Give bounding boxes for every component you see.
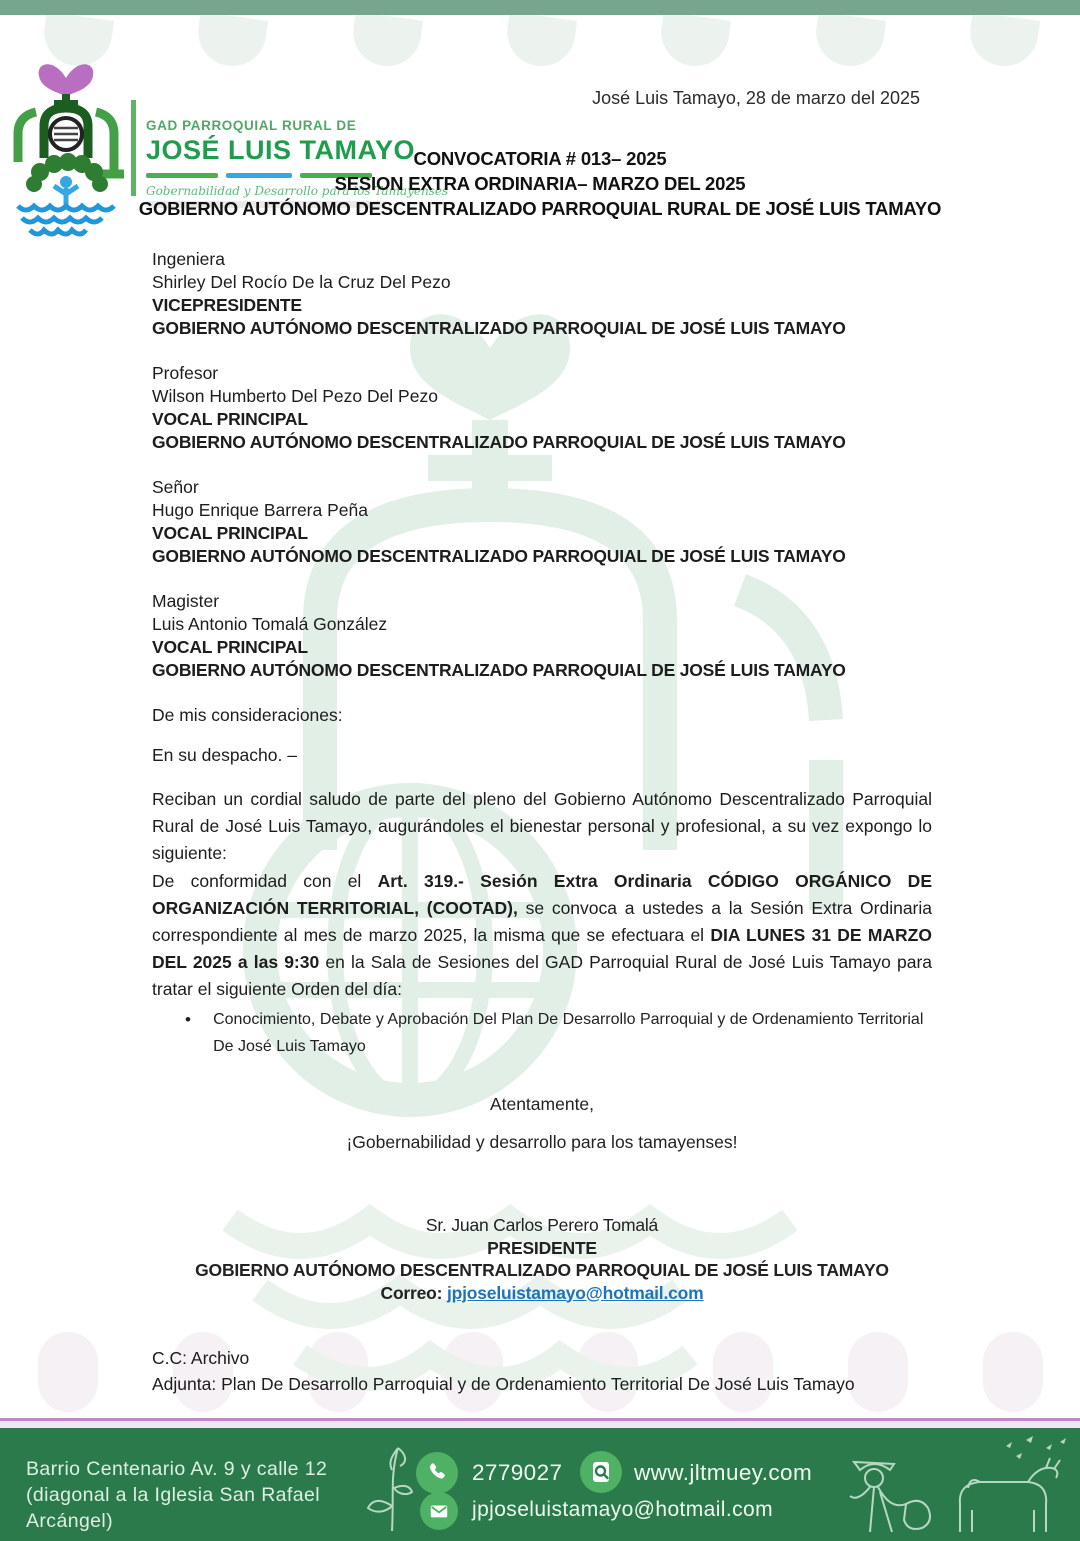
attachment-line: Adjunta: Plan De Desarrollo Parroquial y de Ordenamiento Territorial De José Luis Tamayo [152, 1374, 855, 1394]
letterhead-org-small: GAD PARROQUIAL RURAL DE [146, 118, 357, 133]
recipient-org: GOBIERNO AUTÓNOMO DESCENTRALIZADO PARROQUIAL DE JOSÉ LUIS TAMAYO [152, 546, 846, 566]
mail-icon [420, 1492, 458, 1530]
despacho-line: En su despacho. – [152, 745, 297, 765]
recipient-title: Señor [152, 477, 199, 497]
letterhead-tagline: Gobernabilidad y Desarrollo para los Tamayenses [146, 184, 449, 198]
signer-email-line [152, 1282, 932, 1305]
title-sesion: SESION EXTRA ORDINARIA– MARZO DEL 2025 [334, 173, 746, 194]
title-convocatoria: CONVOCATORIA # 013– 2025 [413, 148, 667, 169]
recipient-title: Profesor [152, 363, 219, 383]
salutation-line: De mis consideraciones: [152, 705, 343, 725]
recipient-name: Wilson Humberto Del Pezo Del Pezo [152, 386, 438, 406]
recipient-org: GOBIERNO AUTÓNOMO DESCENTRALIZADO PARROQUIAL DE JOSÉ LUIS TAMAYO [152, 432, 846, 452]
footer-website[interactable]: www.jltmuey.com [634, 1460, 813, 1485]
recipient-block [152, 362, 932, 454]
top-watermark-pattern [0, 16, 1080, 68]
closing-line: Atentamente, [489, 1094, 595, 1114]
recipient-block [152, 248, 932, 340]
greeting-paragraph: Reciban un cordial saludo de parte del pleno del Gobierno Autónomo Descentralizado Parroquial Rural de José Luis Tamayo, augurándoles el bienestar personal y profesional, a su vez expongo lo siguiente: [152, 789, 932, 863]
signature-block [152, 1214, 932, 1304]
signer-org: GOBIERNO AUTÓNOMO DESCENTRALIZADO PARROQUIAL DE JOSÉ LUIS TAMAYO [195, 1260, 889, 1280]
phone-icon [416, 1452, 458, 1494]
agenda-item-text: Conocimiento, Debate y Aprobación Del Plan De Desarrollo Parroquial y de Ordenamiento Territorial De José Luis Tamayo [213, 1011, 924, 1055]
recipient-role: VICEPRESIDENTE [152, 295, 302, 315]
signature-email-link[interactable]: jpjoseluistamayo@hotmail.com [446, 1282, 704, 1303]
recipient-block [152, 590, 932, 682]
title-gobierno: GOBIERNO AUTÓNOMO DESCENTRALIZADO PARROQUIAL RURAL DE JOSÉ LUIS TAMAYO [138, 198, 942, 219]
signer-role: PRESIDENTE [487, 1237, 597, 1258]
recipient-title: Ingeniera [152, 249, 225, 269]
farmer-donkey-line-art [810, 1432, 1070, 1541]
top-green-bar [0, 0, 1080, 15]
footer-phone: 2779027 [472, 1460, 563, 1485]
recipient-role: VOCAL PRINCIPAL [152, 409, 308, 429]
web-search-icon [580, 1451, 622, 1493]
footer-email[interactable]: jpjoseluistamayo@hotmail.com [472, 1498, 773, 1521]
recipient-name: Hugo Enrique Barrera Peña [152, 500, 368, 520]
recipient-name: Luis Antonio Tomalá González [152, 614, 388, 634]
cc-line: C.C: Archivo [152, 1348, 250, 1368]
document-titles [100, 146, 980, 221]
footer-band [0, 1428, 1080, 1541]
cc-block [152, 1345, 932, 1397]
convocation-paragraph: De conformidad con el Art. 319.- Sesión Extra Ordinaria CÓDIGO ORGÁNICO DE ORGANIZACIÓN TERRITORIAL, (COOTAD), se convoca a ustedes a la Sesión Extra Ordinaria correspondiente al mes de marzo 2025, la misma que se efectuara el DIA LUNES 31 DE MARZO DEL 2025 a las 9:30 en la Sala de Sesiones del GAD Parroquial Rural de José Luis Tamayo para tratar el siguiente Orden del día: [152, 871, 933, 999]
recipient-org: GOBIERNO AUTÓNOMO DESCENTRALIZADO PARROQUIAL DE JOSÉ LUIS TAMAYO [152, 318, 846, 338]
signer-name: Sr. Juan Carlos Perero Tomalá [425, 1215, 659, 1235]
letterhead-org-name: JOSÉ LUIS TAMAYO [146, 135, 416, 165]
bullet-icon: • [185, 1010, 191, 1029]
recipient-name: Shirley Del Rocío De la Cruz Del Pezo [152, 272, 451, 292]
recipient-title: Magister [152, 591, 220, 611]
date-line: José Luis Tamayo, 28 de marzo del 2025 [592, 88, 920, 108]
recipient-role: VOCAL PRINCIPAL [152, 523, 308, 543]
recipient-org: GOBIERNO AUTÓNOMO DESCENTRALIZADO PARROQUIAL DE JOSÉ LUIS TAMAYO [152, 660, 846, 680]
recipient-role: VOCAL PRINCIPAL [152, 637, 308, 657]
agenda-item [185, 1006, 930, 1060]
footer-address: Barrio Centenario Av. 9 y calle 12 (diagonal a la Iglesia San Rafael Arcángel) [26, 1458, 328, 1532]
email-label: Correo: [380, 1282, 447, 1303]
slogan-line: ¡Gobernabilidad y desarrollo para los tamayenses! [346, 1132, 738, 1152]
recipients-list [152, 248, 932, 704]
recipient-block [152, 476, 932, 568]
